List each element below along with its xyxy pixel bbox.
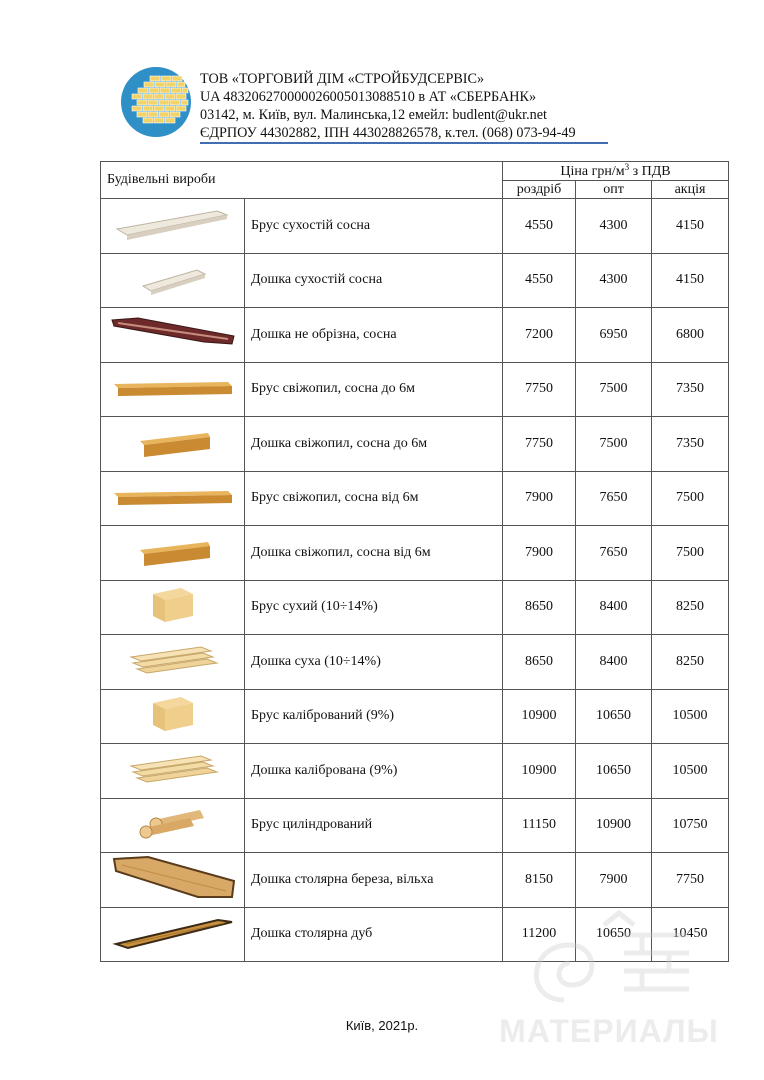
stacked-boards-image xyxy=(123,639,223,679)
table-row xyxy=(101,635,729,690)
col-retail: роздріб xyxy=(503,181,576,199)
cylindrical-logs-image xyxy=(128,802,218,844)
calibrated-beam-image xyxy=(133,693,213,735)
product-image xyxy=(101,199,245,254)
price-retail: 10900 xyxy=(503,744,576,799)
price-promo: 10450 xyxy=(652,907,729,962)
table-row xyxy=(101,471,729,526)
company-codes: ЄДРПОУ 44302882, ІПН 443028826578, к.тел. (068) 073-94-49 xyxy=(200,125,576,141)
table-row xyxy=(101,907,729,962)
company-name: ТОВ «ТОРГОВИЙ ДІМ «СТРОЙБУДСЕРВІС» xyxy=(200,71,485,87)
product-name: Дошка сухостій сосна xyxy=(245,253,503,308)
product-image xyxy=(101,744,245,799)
table-row xyxy=(101,253,729,308)
product-name: Брус сухий (10÷14%) xyxy=(245,580,503,635)
price-promo: 7350 xyxy=(652,417,729,472)
product-image xyxy=(101,417,245,472)
footer-place-date: Київ, 2021р. xyxy=(345,1018,419,1033)
company-address: 03142, м. Київ, вул. Малинська,12 емейл: budlent@ukr.net xyxy=(200,107,547,123)
price-retail: 7750 xyxy=(503,362,576,417)
product-name: Брус калібрований (9%) xyxy=(245,689,503,744)
thick-board-image xyxy=(118,421,228,461)
price-retail: 11150 xyxy=(503,798,576,853)
product-image xyxy=(101,635,245,690)
brick-wall-logo-icon xyxy=(120,66,192,138)
product-name: Брус свіжопил, сосна до 6м xyxy=(245,362,503,417)
price-promo: 4150 xyxy=(652,253,729,308)
white-beam-image xyxy=(113,203,233,243)
header-rule xyxy=(200,142,608,144)
price-retail: 7750 xyxy=(503,417,576,472)
product-name: Дошка свіжопил, сосна від 6м xyxy=(245,526,503,581)
price-wholesale: 7650 xyxy=(576,471,652,526)
price-retail: 8650 xyxy=(503,635,576,690)
letterhead xyxy=(120,62,640,146)
table-row xyxy=(101,689,729,744)
price-promo: 10500 xyxy=(652,689,729,744)
table-row xyxy=(101,308,729,363)
product-name: Дошка не обрізна, сосна xyxy=(245,308,503,363)
price-header: Ціна грн/$м^3$ з ПДВ xyxy=(503,162,729,181)
product-image xyxy=(101,580,245,635)
price-retail: 7200 xyxy=(503,308,576,363)
price-wholesale: 7900 xyxy=(576,853,652,908)
table-row xyxy=(101,744,729,799)
price-promo: 10750 xyxy=(652,798,729,853)
price-promo: 8250 xyxy=(652,580,729,635)
price-retail: 4550 xyxy=(503,199,576,254)
price-wholesale: 10900 xyxy=(576,798,652,853)
product-image xyxy=(101,471,245,526)
watermark-text: МАТЕРИАЛЫ xyxy=(499,1013,719,1049)
col-wholesale: опт xyxy=(576,181,652,199)
live-edge-birch-board-image xyxy=(108,853,238,901)
table-row xyxy=(101,417,729,472)
dry-beam-image xyxy=(133,584,213,626)
price-promo: 8250 xyxy=(652,635,729,690)
thick-board-image xyxy=(118,530,228,570)
product-name: Дошка свіжопил, сосна до 6м xyxy=(245,417,503,472)
col-promo: акція xyxy=(652,181,729,199)
long-beam-image xyxy=(108,372,238,402)
price-retail: 7900 xyxy=(503,526,576,581)
price-wholesale: 7500 xyxy=(576,417,652,472)
price-wholesale: 10650 xyxy=(576,689,652,744)
table-row xyxy=(101,526,729,581)
price-wholesale: 7650 xyxy=(576,526,652,581)
product-name: Дошка калібрована (9%) xyxy=(245,744,503,799)
product-name: Дошка столярна береза, вільха xyxy=(245,853,503,908)
company-iban: UA 483206270000026005013088510 в АТ «СБЕРБАНК» xyxy=(200,89,537,105)
product-image xyxy=(101,362,245,417)
price-wholesale: 4300 xyxy=(576,253,652,308)
unedged-board-image xyxy=(108,312,238,352)
table-row xyxy=(101,580,729,635)
price-wholesale: 10650 xyxy=(576,744,652,799)
product-name: Брус сухостій сосна xyxy=(245,199,503,254)
price-wholesale: 7500 xyxy=(576,362,652,417)
product-name: Дошка столярна дуб xyxy=(245,907,503,962)
table-title: Будівельні вироби xyxy=(101,162,503,199)
price-promo: 7750 xyxy=(652,853,729,908)
price-retail: 7900 xyxy=(503,471,576,526)
price-wholesale: 8400 xyxy=(576,580,652,635)
price-retail: 11200 xyxy=(503,907,576,962)
price-promo: 10500 xyxy=(652,744,729,799)
product-image xyxy=(101,853,245,908)
price-wholesale: 4300 xyxy=(576,199,652,254)
price-promo: 7500 xyxy=(652,471,729,526)
product-image xyxy=(101,798,245,853)
price-promo: 7350 xyxy=(652,362,729,417)
price-promo: 4150 xyxy=(652,199,729,254)
price-wholesale: 8400 xyxy=(576,635,652,690)
table-row xyxy=(101,853,729,908)
product-image xyxy=(101,308,245,363)
product-name: Брус циліндрований xyxy=(245,798,503,853)
stacked-boards-image xyxy=(123,748,223,788)
price-promo: 7500 xyxy=(652,526,729,581)
product-image xyxy=(101,689,245,744)
table-row xyxy=(101,798,729,853)
price-promo: 6800 xyxy=(652,308,729,363)
price-retail: 4550 xyxy=(503,253,576,308)
product-name: Дошка суха (10÷14%) xyxy=(245,635,503,690)
price-retail: 8650 xyxy=(503,580,576,635)
live-edge-oak-board-image xyxy=(108,912,238,952)
product-image xyxy=(101,253,245,308)
price-retail: 10900 xyxy=(503,689,576,744)
price-retail: 8150 xyxy=(503,853,576,908)
table-row xyxy=(101,362,729,417)
price-table xyxy=(100,161,729,962)
white-board-image xyxy=(113,258,233,298)
product-image xyxy=(101,526,245,581)
table-row xyxy=(101,199,729,254)
price-wholesale: 10650 xyxy=(576,907,652,962)
product-name: Брус свіжопил, сосна від 6м xyxy=(245,471,503,526)
price-wholesale: 6950 xyxy=(576,308,652,363)
long-beam-image xyxy=(108,481,238,511)
product-image xyxy=(101,907,245,962)
company-details xyxy=(200,70,576,142)
